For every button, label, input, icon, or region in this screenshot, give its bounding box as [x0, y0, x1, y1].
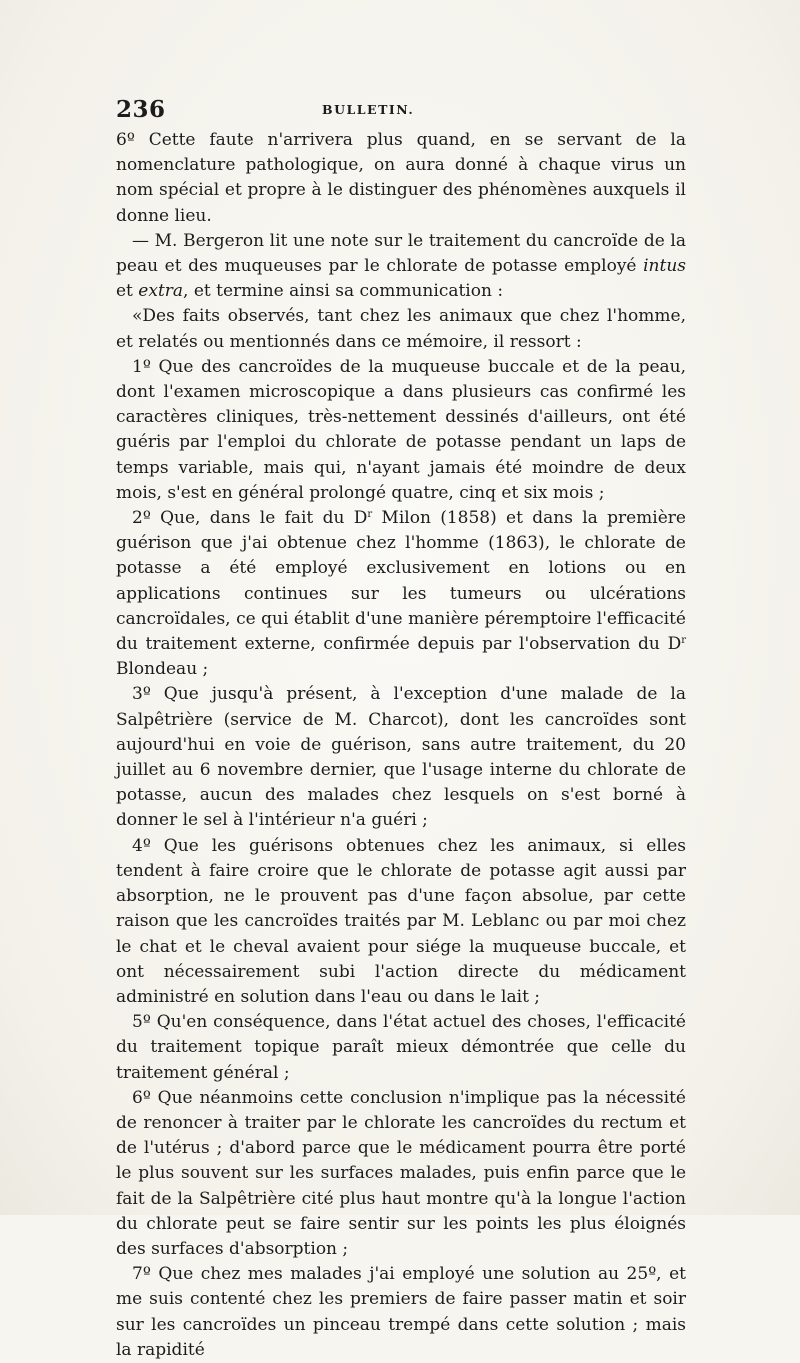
- paragraph-conclusion-7: 7º Que chez mes malades j'ai employé une solution au 25º, et me suis contenté chez les premiers de faire passer matin et soir sur les cancroïdes un pinceau trempé dans cette solution ; mais la rapidité: [116, 1264, 686, 1360]
- superscript: r: [367, 509, 373, 521]
- page-header: [116, 96, 686, 122]
- text-run: Blondeau ;: [116, 659, 209, 680]
- page-number: 236: [116, 96, 166, 123]
- text-run: Milon (1858) et dans la première guérison que j'ai obtenue chez l'homme (1863), le chlorate de potasse a été employé exclusivement en lotions ou en applications continues sur les tumeurs ou ulcérations cancroïdales, ce qui établit d'une manière péremptoire l'efficacité du traitement externe, confirmée depuis par l'observation du D: [116, 508, 686, 655]
- paragraph-conclusions-intro: «Des faits observés, tant chez les animaux que chez l'homme, et relatés ou mentionnés dans ce mémoire, il ressort :: [116, 306, 686, 352]
- paragraph-bergeron-note: [116, 229, 686, 305]
- italic-term-intus: intus: [643, 256, 686, 277]
- running-head: BULLETIN.: [322, 102, 415, 117]
- paragraph-conclusion-2: [116, 506, 686, 682]
- paragraph-conclusion-3: 3º Que jusqu'à présent, à l'exception d'une malade de la Salpêtrière (service de M. Charcot), dont les cancroïdes sont aujourd'hui en voie de guérison, sans autre traitement, du 20 juillet au 6 novembre dernier, que l'usage interne du chlorate de potasse, aucun des malades chez lesquels on s'est borné à donner le sel à l'intérieur n'a guéri ;: [116, 684, 686, 831]
- paragraph-conclusion-1: 1º Que des cancroïdes de la muqueuse buccale et de la peau, dont l'examen microscopique a dans plusieurs cas confirmé les caractères cliniques, très-nettement dessinés d'ailleurs, ont été guéris par l'emploi du chlorate de potasse pendant un laps de temps variable, mais qui, n'ayant jamais été moindre de deux mois, s'est en général prolongé quatre, cinq et six mois ;: [116, 356, 686, 503]
- text-run: — M. Bergeron lit une note sur le traitement du cancroïde de la peau et des muqueuses par le chlorate de potasse employé: [116, 230, 686, 277]
- body-text: [116, 128, 686, 1363]
- superscript: r: [681, 635, 686, 647]
- text-run: 2º Que, dans le fait du D: [132, 508, 368, 529]
- paragraph-conclusion-6: 6º Que néanmoins cette conclusion n'implique pas la nécessité de renoncer à traiter par le chlorate les cancroïdes du rectum et de l'utérus ; d'abord parce que le médicament pourra être porté le plus souvent sur les surfaces malades, puis enfin parce que le fait de la Salpêtrière cité plus haut montre qu'à la longue l'action du chlorate peut se faire sentir sur les points les plus éloignés des surfaces d'absorption ;: [116, 1087, 686, 1259]
- paragraph-item-6-prev: 6º Cette faute n'arrivera plus quand, en se servant de la nomenclature pathologique, on aura donné à chaque virus un nom spécial et propre à le distinguer des phénomènes auxquels il donne lieu.: [116, 130, 686, 226]
- italic-term-extra: extra: [138, 281, 184, 302]
- paragraph-conclusion-5: 5º Qu'en conséquence, dans l'état actuel des choses, l'efficacité du traitement topique paraît mieux démontrée que celle du traitement général ;: [116, 1012, 686, 1083]
- text-run: et: [116, 281, 139, 302]
- text-run: , et termine ainsi sa communication :: [183, 281, 504, 302]
- paragraph-conclusion-4: 4º Que les guérisons obtenues chez les animaux, si elles tendent à faire croire que le chlorate de potasse agit aussi par absorption, ne le prouvent pas d'une façon absolue, par cette raison que les cancroïdes traités par M. Leblanc ou par moi chez le chat et le cheval avaient pour siége la muqueuse buccale, et ont nécessairement subi l'action directe du médicament administré en solution dans l'eau ou dans le lait ;: [116, 835, 686, 1007]
